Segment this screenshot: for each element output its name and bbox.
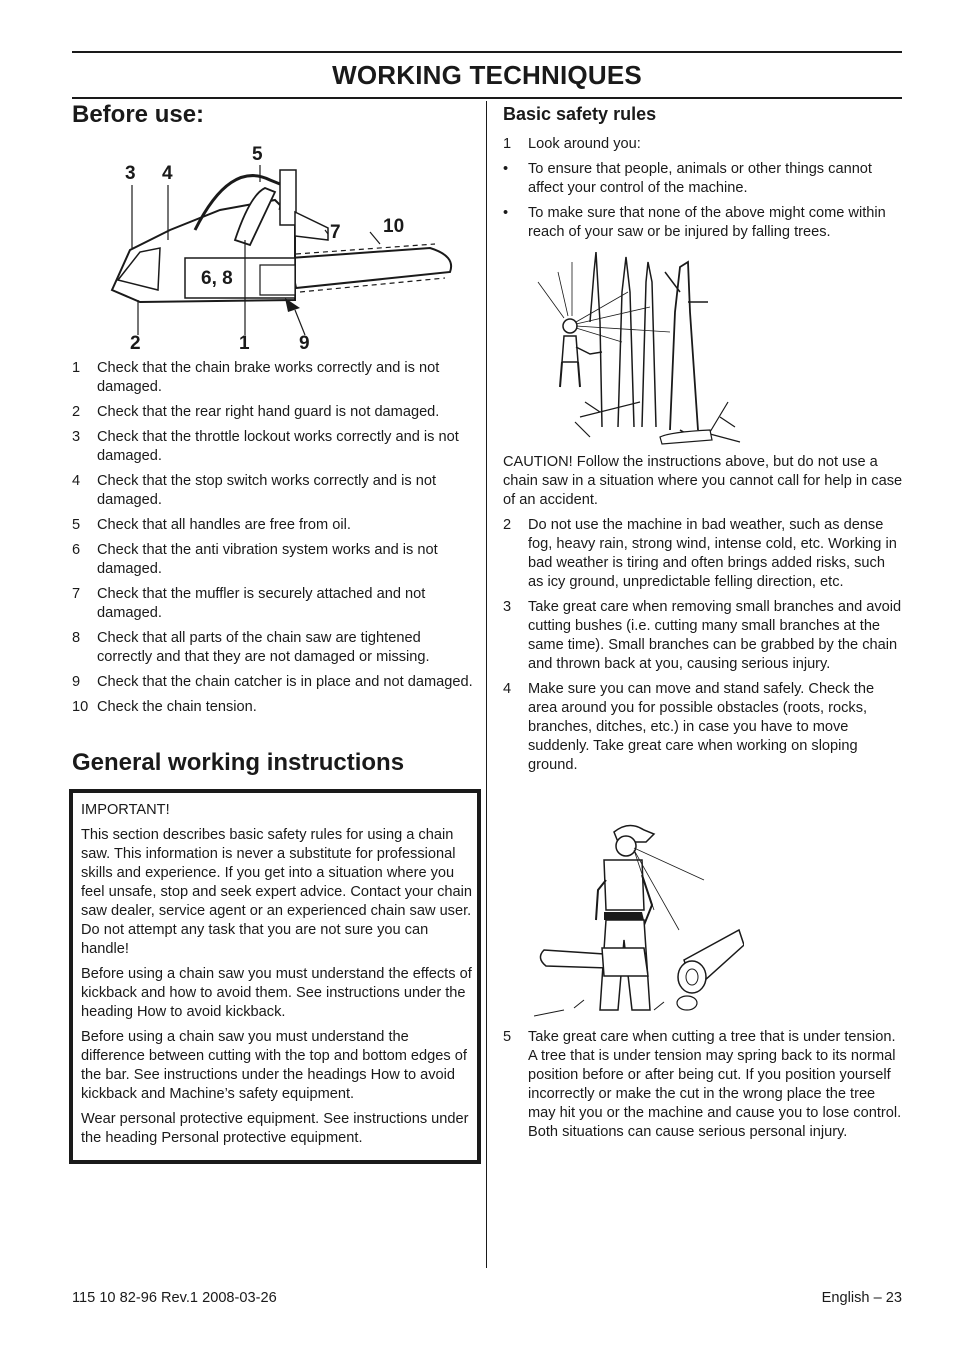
list-item: 9 Check that the chain catcher is in place and not damaged. bbox=[72, 674, 473, 690]
before-use-heading: Before use: bbox=[72, 101, 205, 128]
callout-3: 3 bbox=[125, 163, 136, 184]
list-item: 5 Check that all handles are free from oil. bbox=[72, 517, 351, 533]
list-item: 1 Check that the chain brake works correctly and is not damaged. bbox=[72, 360, 440, 395]
callout-1: 1 bbox=[239, 333, 250, 354]
list-item: 5 Take great care when cutting a tree that is under tension. A tree that is under tension may spring back to its normal position before or after being cut. If you position yourself incorrectly or make the cut in the wrong place the tree may hit you or the machine and cause you to lose control. Both situations can cause serious personal injury. bbox=[503, 1029, 902, 1140]
list-item: 6 Check that the anti vibration system works and is not damaged. bbox=[72, 542, 438, 577]
column-divider bbox=[486, 101, 487, 1268]
important-paragraph: Before using a chain saw you must understand the effects of kickback and how to avoid them. See instructions under the heading How to avoid kickback. bbox=[81, 966, 472, 1020]
general-instructions-heading: General working instructions bbox=[72, 749, 405, 776]
callout-7: 7 bbox=[330, 222, 341, 243]
list-item: 4 Make sure you can move and stand safely. Check the area around you for possible obstacles (roots, rocks, branches, ditches, etc.) in case you have to move suddenly. Take great care when working on sloping ground. bbox=[503, 681, 875, 773]
list-item: 8 Check that all parts of the chain saw are tightened correctly and that they are not damaged or missing. bbox=[72, 630, 430, 665]
rule-5-list bbox=[503, 1028, 903, 1148]
callout-4: 4 bbox=[162, 163, 173, 184]
important-paragraph: Wear personal protective equipment. See instructions under the heading Personal protective equipment. bbox=[81, 1111, 469, 1146]
callout-5: 5 bbox=[252, 144, 263, 165]
important-label: IMPORTANT! bbox=[81, 802, 170, 818]
footer-page-label: English – 23 bbox=[821, 1290, 902, 1306]
chainsaw-figure bbox=[100, 140, 470, 358]
list-item: 2 Do not use the machine in bad weather, such as dense fog, heavy rain, strong wind, intense cold, etc. Working in bad weather is tiring and often brings added risks, such as icy ground, unpredictable felling direction, etc. bbox=[503, 517, 897, 590]
list-item: 4 Check that the stop switch works correctly and is not damaged. bbox=[72, 473, 437, 508]
list-item: 3 Take great care when removing small branches and avoid cutting bushes (i.e. cutting many small branches at the same time). Small branches can be grabbed by the chain and thrown back at you, causing serious injury. bbox=[503, 599, 902, 672]
list-item: 2 Check that the rear right hand guard is not damaged. bbox=[72, 404, 440, 420]
bullet-item: • To make sure that none of the above might come within reach of your saw or be injured by falling trees. bbox=[503, 205, 886, 240]
list-item: 1 Look around you: bbox=[503, 136, 641, 152]
important-paragraph: Before using a chain saw you must understand the difference between cutting with the top and bottom edges of the bar. See instructions under the headings How to avoid kickback and Machine’s safety equipment. bbox=[81, 1029, 467, 1102]
rules-2-4-list bbox=[503, 516, 903, 781]
list-item: 3 Check that the throttle lockout works correctly and is not damaged. bbox=[72, 429, 459, 464]
important-paragraph: This section describes basic safety rules for using a chain saw. This information is never a substitute for professional skills and experience. If you get into a situation where you feel unsafe, stop and seek expert advice. Contact your chain saw dealer, service agent or an experienced chain saw user. Do not attempt any task that you are not sure you can handle! bbox=[81, 827, 473, 957]
caution-text: CAUTION! Follow the instructions above, but do not use a chain saw in a situation where you cannot call for help in case of an accident. bbox=[503, 454, 903, 508]
important-box bbox=[69, 789, 481, 1164]
footer-doc-number: 115 10 82-96 Rev.1 2008-03-26 bbox=[72, 1290, 277, 1306]
callout-9: 9 bbox=[299, 333, 310, 354]
list-item: 10 Check the chain tension. bbox=[72, 699, 257, 715]
before-use-list bbox=[72, 359, 476, 723]
bullet-item: • To ensure that people, animals or other things cannot affect your control of the machine. bbox=[503, 161, 872, 196]
list-item: 7 Check that the muffler is securely attached and not damaged. bbox=[72, 586, 426, 621]
stand-safely-figure bbox=[534, 820, 744, 1020]
callout-10: 10 bbox=[383, 216, 405, 237]
rule-1-list bbox=[503, 135, 903, 248]
callout-2: 2 bbox=[130, 333, 141, 354]
page-header bbox=[72, 51, 902, 99]
basic-safety-heading: Basic safety rules bbox=[503, 104, 657, 124]
page-title: WORKING TECHNIQUES bbox=[332, 60, 642, 90]
callout-6-8: 6, 8 bbox=[201, 268, 233, 289]
look-around-figure bbox=[530, 252, 748, 446]
